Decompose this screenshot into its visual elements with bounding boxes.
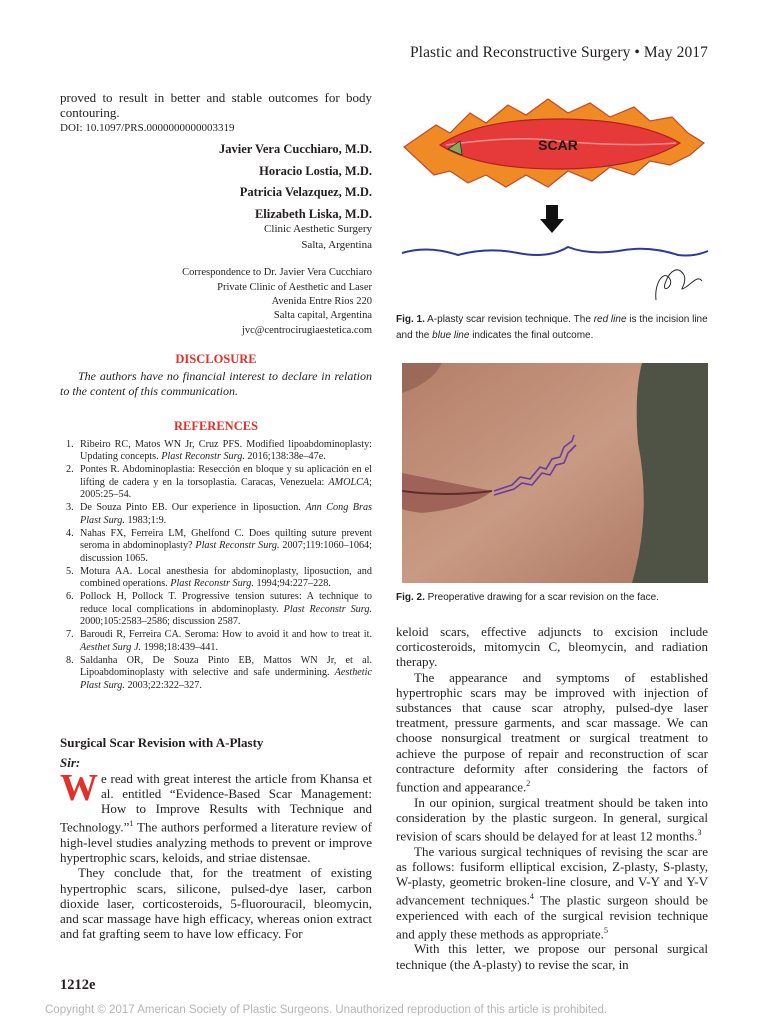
figure-1-diagram (398, 95, 710, 305)
correspondence-email[interactable]: jvc@centrocirugiaestetica.com (241, 324, 372, 336)
reference-item: 3. De Souza Pinto EB. Our experience in liposuction. Ann Cong Bras Plast Surg. 1983;1:9. (66, 502, 373, 526)
author-list (60, 139, 372, 225)
letter-paragraph: The various surgical techniques of revising the scar are as follows: fusiform elliptical excision, Z-plasty, S-plasty, W-plasty, geometric broken-line closure, and V-Y and Y-V advancement techniques.$^4$ The plastic surgeon should be experienced with each of the surgical revision technique and apply these methods as appropriate.$^5$ (396, 843, 708, 942)
author: Elizabeth Liska, M.D. (254, 206, 372, 221)
intro-text: proved to result in better and stable outcomes for body contouring. (60, 90, 372, 121)
author: Javier Vera Cucchiaro, M.D. (219, 142, 372, 157)
right-column (396, 624, 708, 972)
reference-item: 7. Baroudi R, Ferreira CA. Seroma: How to avoid it and how to treat it. Aesthet Surg J. 1998;18:439–441. (66, 629, 372, 653)
letter-paragraph: We read with great interest the article from Khansa et al. entitled “Evidence-Based Scar Management: How to Improve Results with Technique and Technology.”$^1$ The authors performed a literature review of high-level studies analyzing methods to prevent or improve hypertrophic scars, keloids, and striae distensae. (60, 766, 372, 866)
reference-item: 2. Pontes R. Abdominoplastia: Resección en bloque y su aplicación en el lifting de cadera y en la torsoplastia. Caracas, Venezuela: AMOLCA; 2005:25–54. (66, 464, 372, 501)
correspondence (60, 266, 372, 337)
figure-1-caption: Fig. 1. A-plasty scar revision technique. The red line is the incision line and the blue line indicates the final outcome. (396, 314, 708, 341)
reference-list (60, 439, 372, 692)
final-outcome-line (402, 247, 708, 256)
copyright-notice: Copyright © 2017 American Society of Plastic Surgeons. Unauthorized reproduction of this article is prohibited. (45, 1004, 608, 1016)
journal-header: Plastic and Reconstructive Surgery • May 2017 (409, 44, 708, 61)
correspondence-line: Salta capital, Argentina (273, 310, 372, 322)
doi[interactable]: DOI: 10.1097/PRS.0000000000003319 (60, 122, 235, 135)
reference-item: 8. Saldanha OR, De Souza Pinto EB, Mattos WN Jr, et al. Lipoabdominoplasty with selective and safe undermining. Aesthetic Plast Surg. 2003;22:322–327. (66, 654, 372, 691)
signature (656, 270, 702, 300)
affiliation-line: Salta, Argentina (301, 238, 372, 251)
disclosure-text: The authors have no financial interest to declare in relation to the content of this communication. (60, 368, 372, 399)
drop-cap: W (60, 766, 98, 809)
references-heading: REFERENCES (173, 418, 259, 433)
correspondence-line: Correspondence to Dr. Javier Vera Cucchiaro (182, 267, 372, 279)
author: Horacio Lostia, M.D. (259, 163, 372, 178)
letter-title: Surgical Scar Revision with A-Plasty (60, 734, 264, 750)
correspondence-line: Private Clinic of Aesthetic and Laser (217, 281, 372, 293)
reference-item: 1. Ribeiro RC, Matos WN Jr, Cruz PFS. Modified lipoabdominoplasty: Updating concepts. Plast Reconstr Surg. 2016;138:38e–47e. (66, 438, 372, 463)
affiliation-line: Clinic Aesthetic Surgery (264, 223, 372, 236)
letter-paragraph: In our opinion, surgical treatment should be taken into consideration by the plastic surgeon. In general, surgical revision of scars should be delayed for at least 12 months.$^3$ (396, 794, 708, 844)
letter-paragraph: The appearance and symptoms of established hypertrophic scars may be improved with injection of substances that cause scar atrophy, pulsed-dye laser treatment, pressure garments, and scar massage. We can choose nonsurgical treatment or surgical treatment to achieve the purpose of repair and reconstruction of scar contracture deformity after considering the factors of function and appearance.$^2$ (396, 669, 708, 795)
page-number: 1212e (60, 977, 96, 993)
arrow-down-icon (540, 205, 564, 233)
affiliation (60, 222, 372, 253)
letter-paragraph: With this letter, we propose our personal surgical technique (the A-plasty) to revise the scar, in (396, 941, 708, 972)
figure-2-photo (402, 363, 708, 583)
reference-item: 4. Nahas FX, Ferreira LM, Ghelfond C. Does quilting suture prevent seroma in abdominoplasty? Plast Reconstr Surg. 2007;119:1060–1064; discussion 1065. (66, 527, 372, 564)
figure-2-caption: Fig. 2. Preoperative drawing for a scar revision on the face. (396, 592, 659, 603)
letter-paragraph: They conclude that, for the treatment of existing hypertrophic scars, silicone, pulsed-dye laser, carbon dioxide laser, corticosteroids, 5-fluorouracil, bleomycin, and scar massage have high efficacy, whereas onion extract and fat grafting seem to have low efficacy. For (60, 865, 372, 942)
disclosure-heading: DISCLOSURE (175, 351, 257, 366)
scar-label: SCAR (538, 137, 578, 153)
reference-item: 5. Motura AA. Local anesthesia for abdominoplasty, liposuction, and combined operations. Plast Reconstr Surg. 1994;94:227–228. (66, 565, 372, 590)
correspondence-line: Avenida Entre Rios 220 (271, 296, 372, 307)
letter-paragraph: keloid scars, effective adjuncts to excision include corticosteroids, mitomycin C, bleomycin, and radiation therapy. (396, 624, 708, 670)
author: Patricia Velazquez, M.D. (239, 185, 372, 200)
reference-item: 6. Pollock H, Pollock T. Progressive tension sutures: A technique to reduce local complications in abdominoplasty. Plast Reconstr Surg. 2000;105:2583–2586; discussion 2587. (66, 591, 373, 628)
left-column (60, 90, 372, 941)
salutation: Sir: (60, 754, 81, 770)
